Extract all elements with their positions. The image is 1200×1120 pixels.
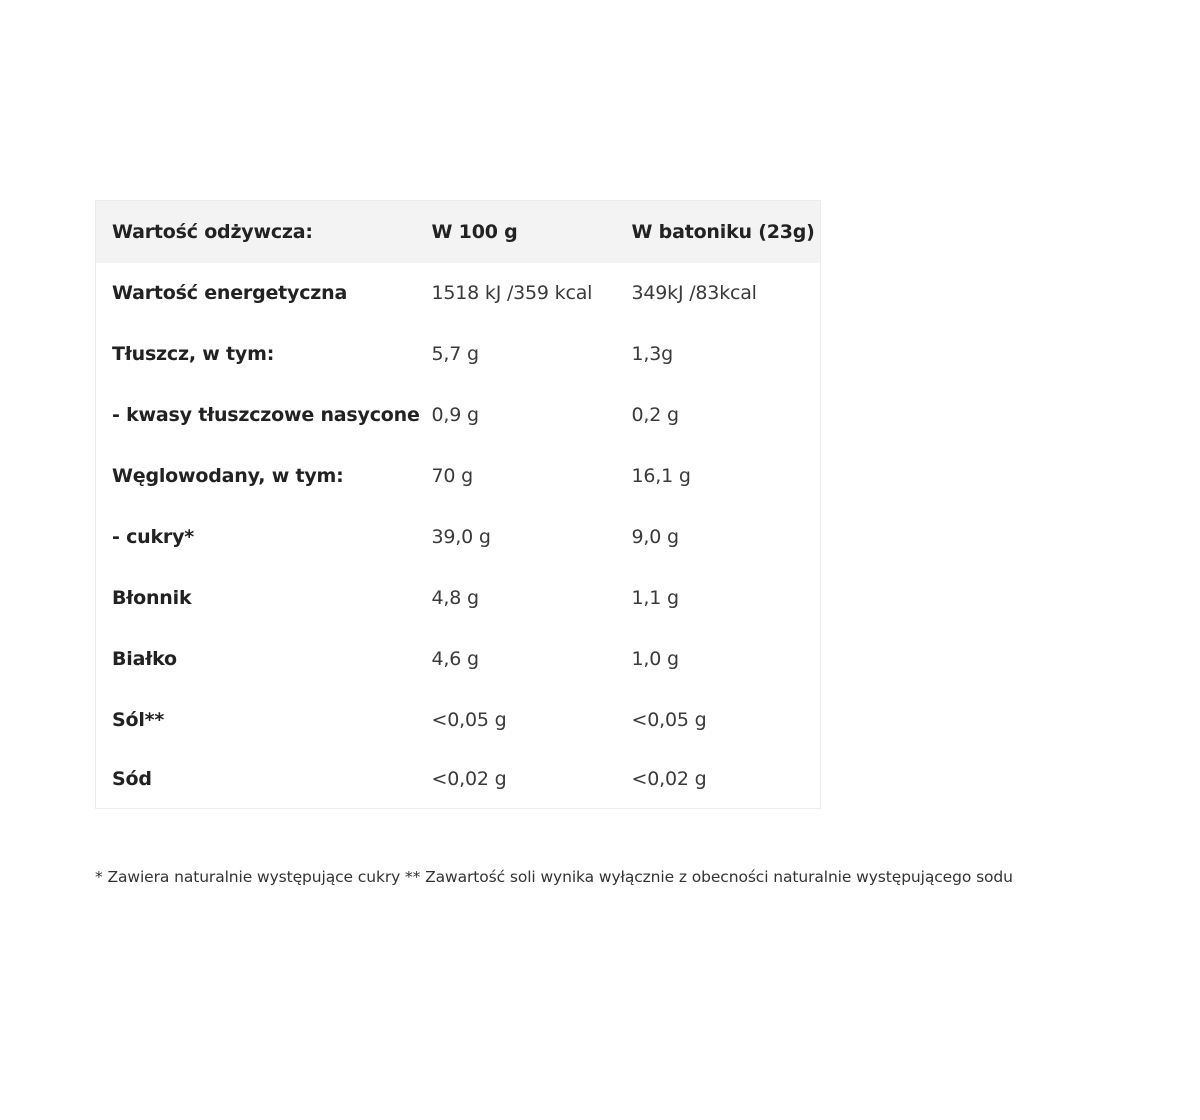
row-name: - kwasy tłuszczowe nasycone [112, 404, 420, 426]
row-per-bar: <0,02 g [631, 768, 707, 791]
row-per-bar: 16,1 g [631, 465, 691, 487]
table-row [96, 446, 821, 507]
table-header-row [96, 201, 821, 263]
row-per-100g: 70 g [431, 465, 473, 487]
table-row [96, 263, 821, 324]
row-per-100g: 5,7 g [431, 343, 479, 365]
row-per-100g: <0,02 g [431, 768, 507, 791]
row-name: Węglowodany, w tym: [112, 465, 344, 487]
row-name: Białko [112, 648, 177, 670]
table-row [96, 568, 821, 629]
header-per-100g: W 100 g [431, 220, 518, 243]
row-per-bar: 1,1 g [631, 587, 679, 609]
row-per-bar: <0,05 g [631, 709, 707, 731]
row-per-100g: 0,9 g [431, 404, 479, 426]
row-name: Tłuszcz, w tym: [112, 343, 275, 365]
table-row [96, 751, 821, 809]
table-row [96, 324, 821, 385]
row-name: Wartość energetyczna [112, 282, 348, 304]
nutrition-table [95, 200, 821, 809]
table-row [96, 629, 821, 690]
header-per-bar: W batoniku (23g) [631, 220, 815, 243]
row-per-100g: 4,6 g [431, 648, 479, 670]
table-row [96, 507, 821, 568]
header-nutrient: Wartość odżywcza: [112, 220, 313, 243]
footnote: * Zawiera naturalnie występujące cukry ** Zawartość soli wynika wyłącznie z obecności naturalnie występującego sodu [95, 868, 1013, 886]
row-per-100g: <0,05 g [431, 709, 507, 731]
row-name: Sól** [112, 709, 165, 731]
row-name: Błonnik [112, 587, 192, 609]
row-per-bar: 349kJ /83kcal [631, 282, 757, 304]
row-per-100g: 4,8 g [431, 587, 479, 609]
row-per-bar: 1,3g [631, 343, 673, 365]
row-per-100g: 39,0 g [431, 526, 491, 548]
row-per-100g: 1518 kJ /359 kcal [431, 282, 593, 304]
row-name: Sód [112, 768, 152, 791]
table-row [96, 385, 821, 446]
table-row [96, 690, 821, 751]
row-per-bar: 0,2 g [631, 404, 679, 426]
row-per-bar: 9,0 g [631, 526, 679, 548]
row-name: - cukry* [112, 526, 195, 548]
row-per-bar: 1,0 g [631, 648, 679, 670]
